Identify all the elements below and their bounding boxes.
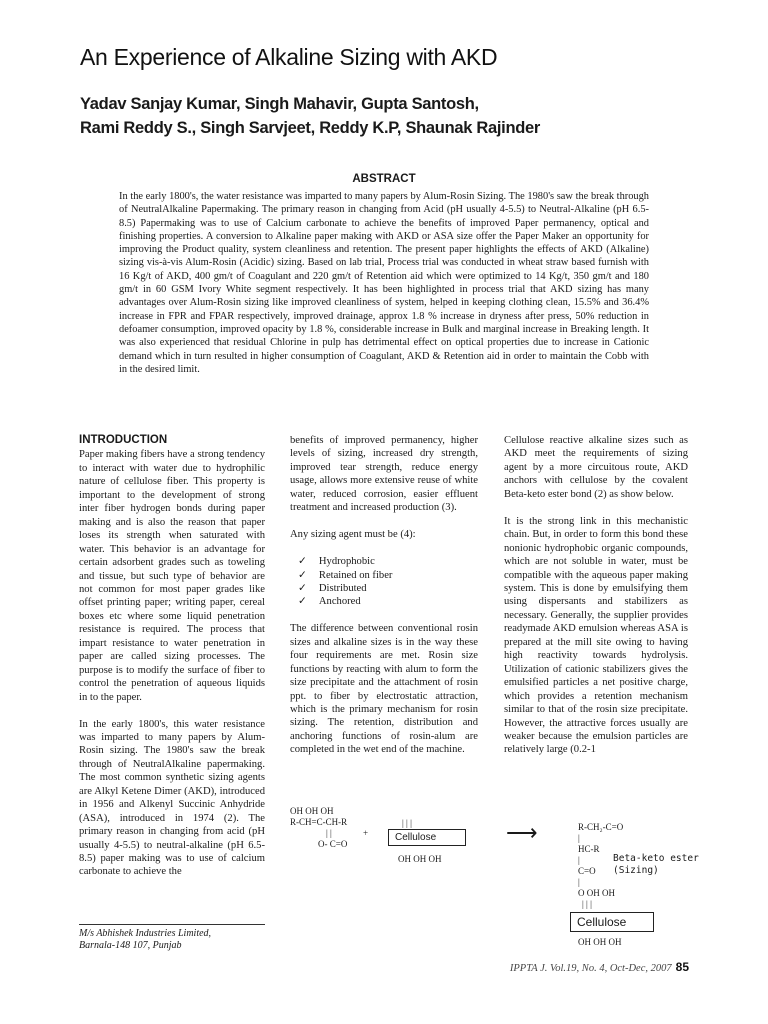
column-2: [290, 434, 478, 770]
beta-keto-ester-label: Beta-keto ester (Sizing): [613, 853, 699, 876]
paragraph: Paper making fibers have a strong tendency to interact with water due to hydrophilic nature of cellulose fiber. This property is important to the development of strong inter fiber hydrogen bonds during paper making and is also the reason that paper loses its strength when saturated with water. This behavior is an advantage for certain adsorbent grades such as toweling and tissue, but such type of behavior are not common for most paper grades like offset printing paper; writing paper, cereal boxes etc where some liquid penetration resistance is required. The process that impart resistance to water penetration in paper are called sizing processes. The purpose is to modify the surface of fiber to control the penetration of aqueous liquids in to the paper.: [79, 449, 265, 703]
check-icon: ✓: [298, 556, 307, 568]
paragraph: It is the strong link in this mechanistic chain. But, in order to form this bond these nonionic hydrophobic organic compounds, which are not soluble in water, must be compatible with the aqueous paper making system. This is done by emulsifying them using dispersants and stabilizers as necessary. Generally, the supplier provides readymade AKD emulsion whereas ASA is prepared at the mill site owing to having high reactivity towards hydrolysis. Utilization of cationic stabilizers gives the emulsified particles a net positive charge, which provides a retention mechanism similar to that of the rosin size precipitate. However, the attractive forces usually are weaker because the emulsion particles are relatively large (0.2-1: [504, 515, 688, 756]
list-item: ✓ Distributed: [298, 582, 367, 594]
paragraph: The difference between conventional rosin sizes and alkaline sizes is in the way these four requirements are met. Rosin size functions by reacting with alum to form the size precipitate and the attachment of rosin ppt. to fiber by electrostatic attraction, which is the primary mechanism for rosin sizing. The retention, distribution and anchoring functions of rosin-alum are completed in the wet end of the machine.: [290, 623, 478, 756]
akd-structure: OH OH OH R-CH=C-CH-R | | O- C=O: [290, 806, 348, 849]
list-item: ✓ Anchored: [298, 596, 361, 608]
affiliation: M/s Abhishek Industries Limited, Barnala-148 107, Punjab: [79, 924, 265, 951]
author-list: [80, 92, 700, 140]
cellulose-ticks: | | |: [402, 818, 412, 828]
list-item: ✓ Retained on fiber: [298, 569, 393, 581]
cellulose-box: Cellulose: [388, 829, 466, 846]
page-footer: [510, 960, 689, 974]
paragraph: Cellulose reactive alkaline sizes such as AKD meet the requirements of sizing agent by a more circuitous route, AKD anchors with cellulose by the covalent Beta-keto ester bond (2) as show below.: [504, 435, 688, 500]
product-oh-groups: OH OH OH: [578, 937, 622, 947]
check-icon: ✓: [298, 582, 307, 594]
introduction-heading: INTRODUCTION: [79, 434, 168, 446]
article-title: An Experience of Alkaline Sizing with AKD: [80, 44, 498, 70]
check-icon: ✓: [298, 569, 307, 581]
paragraph: In the early 1800's, this water resistance was imparted to many papers by Alum-Rosin sizing. The 1980's saw the break through of NeutralAlkaline papermaking. The most common synthetic sizing agents are Alkyl Ketene Dimer (AKD), introduced in 1956 and Alkenyl Succinic Anhydride (ASA), introduced in 1974 (2). The primary reason in changing from acid (pH usually 4-5.5) to neutral-alkaline (pH 6.5-8.5) paper making was to use of calcium carbonate to achieve the: [79, 718, 265, 878]
paragraph: benefits of improved permanency, higher levels of sizing, increased dry strength, improved tear strength, reduce energy usage, allows more extensive reuse of white water, reduced corrosion, easier effluent treatment and increased production (3).: [290, 435, 478, 514]
journal-citation: IPPTA J. Vol.19, No. 4, Oct-Dec, 2007: [509, 963, 672, 974]
authors-line-1: Yadav Sanjay Kumar, Singh Mahavir, Gupta Santosh,: [80, 95, 479, 113]
plus-sign: +: [363, 828, 369, 838]
product-structure: R-CH₂-C=O | HC-R | C=O | O OH OH | | |: [578, 822, 624, 909]
requirements-list: [290, 555, 478, 609]
reaction-arrow: ⟶: [506, 820, 538, 845]
product-cellulose-box: Cellulose: [570, 912, 654, 932]
abstract-heading: ABSTRACT: [352, 173, 416, 185]
cellulose-oh-groups: OH OH OH: [398, 854, 442, 864]
page-number: 85: [675, 960, 689, 974]
list-item: ✓ Hydrophobic: [298, 556, 375, 568]
check-icon: ✓: [298, 596, 307, 608]
paragraph: Any sizing agent must be (4):: [290, 529, 416, 541]
column-1: [79, 434, 265, 892]
abstract-text: In the early 1800's, the water resistance was imparted to many papers by Alum-Rosin Sizing. The 1980's saw the break through of NeutralAlkaline Papermaking. The primary reason in changing from Acid (pH usually 4-5.5) to Neutral-Alkaline (pH 6.5-8.5) Papermaking was to use of Calcium carbonate to achieve the benefits of improved Paper permanency, optical and finishing properties. A conversion to Alkaline paper making with AKD or ASA size offer the Paper Maker an opportunity for improving the Product quality, system cleanliness and retention. The present paper highlights the effects of AKD (Alkaline) sizing vis-à-vis Alum-Rosin (Acidic) sizing. Based on lab trial, Process trial was conducted in wheat straw based furnish with 16 Kg/t of AKD, 400 gm/t of Coagulant and 220 gm/t of Retention aid which were optimized to 14 Kg/t, 350 gm/t and 180 gm/t in 60 GSM Ivory White segment respectively. It has been highlighted in process trial that AKD sizing has many advantages over Alum-Rosin sizing like improved cleanliness of system, helped in keeping clothing clean, 15.5% and 36.4% increase in FPR and FPAR respectively, improved drainage, approx 1.8 % increase in dryness after press, 50% reduction in defoamer consumption, improved opacity by 1.8 %, considerable increase in Bulk and marginal increase in Breaking length. It was also experienced that residual Chlorine in pulp has detrimental effect on optical properties due to increase in Cationic demand which in turn resulted in higher consumption of Coagulant, AKD & Retention aid in order to maintain the Cobb with in the desired limit.: [119, 191, 649, 375]
column-3: [504, 434, 688, 770]
authors-line-2: Rami Reddy S., Singh Sarvjeet, Reddy K.P, Shaunak Rajinder: [80, 119, 541, 137]
